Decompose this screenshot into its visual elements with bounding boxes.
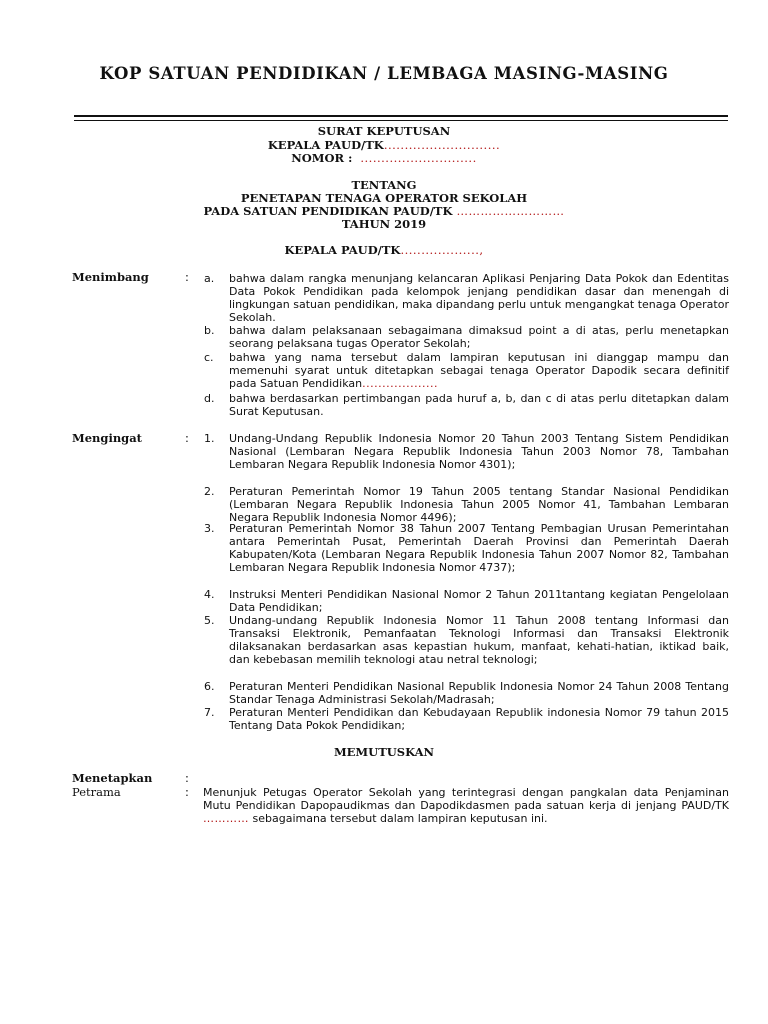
menimbang-item: bahwa dalam pelaksanaan sebagaimana dimaksud point a di atas, perlu menetapkan seorang pelaksana tugas Operator Sekolah; bbox=[229, 324, 729, 350]
doc-type: SURAT KEPUTUSAN bbox=[317, 124, 451, 138]
menimbang-colon: : bbox=[185, 270, 189, 284]
mengingat-marker: 7. bbox=[204, 706, 215, 719]
mengingat-item: Peraturan Pemerintah Nomor 19 Tahun 2005 tentang Standar Nasional Pendidikan (Lembaran Negara Republik Indonesia Tahun 2005 Nomor 41, Tambahan Lembaran Negara Republik Indonesia Nomor 4496); bbox=[229, 485, 729, 524]
about-line-2-text: PADA SATUAN PENDIDIKAN PAUD/TK bbox=[203, 204, 453, 218]
mengingat-colon: : bbox=[185, 431, 189, 445]
letterhead-rule-thick bbox=[74, 115, 728, 117]
signer-dots: ..................., bbox=[400, 243, 484, 257]
letterhead-title: KOP SATUAN PENDIDIKAN / LEMBAGA MASING-MASING bbox=[99, 64, 669, 83]
menimbang-marker: b. bbox=[204, 324, 215, 337]
mengingat-marker: 3. bbox=[204, 522, 215, 535]
pertama-dots: ………… bbox=[203, 812, 249, 825]
mengingat-item: Instruksi Menteri Pendidikan Nasional Nomor 2 Tahun 2011tantang kegiatan Pengelolaan Data Pendidikan; bbox=[229, 588, 729, 614]
menimbang-marker: a. bbox=[204, 272, 215, 285]
letterhead-rule-thin bbox=[74, 120, 728, 121]
pertama-label: Petrama bbox=[72, 785, 121, 799]
menetapkan-label: Menetapkan bbox=[72, 771, 153, 785]
nomor-label: NOMOR : bbox=[291, 151, 353, 165]
about-year: TAHUN 2019 bbox=[341, 217, 427, 231]
about-line-1: PENETAPAN TENAGA OPERATOR SEKOLAH bbox=[240, 191, 528, 205]
pertama-text-end: sebagaimana tersebut dalam lampiran keputusan ini. bbox=[252, 812, 548, 825]
menimbang-item: bahwa dalam rangka menunjang kelancaran Aplikasi Penjaring Data Pokok dan Edentitas Data Pokok Pendidikan pada kelompok jenjang pendidikan dasar dan menengah di lingkungan satuan pendidikan, maka dipandang perlu untuk mengangkat tenaga Operator Sekolah. bbox=[229, 272, 729, 324]
signer-line bbox=[0, 244, 768, 257]
memutuskan-heading: MEMUTUSKAN bbox=[333, 745, 435, 759]
menimbang-item: bahwa berdasarkan pertimbangan pada huruf a, b, dan c di atas perlu ditetapkan dalam Surat Keputusan. bbox=[229, 392, 729, 418]
mengingat-item: Peraturan Menteri Pendidikan Nasional Republik Indonesia Nomor 24 Tahun 2008 Tentang Standar Tenaga Administrasi Sekolah/Madrasah; bbox=[229, 680, 729, 706]
pertama-colon: : bbox=[185, 785, 189, 799]
pertama-text bbox=[203, 786, 729, 825]
mengingat-label: Mengingat bbox=[72, 431, 142, 445]
nomor-dots: ............................ bbox=[360, 151, 477, 165]
menimbang-item-dots: ................... bbox=[362, 377, 439, 390]
menimbang-marker: d. bbox=[204, 392, 215, 405]
menimbang-label: Menimbang bbox=[72, 270, 149, 284]
menetapkan-colon: : bbox=[185, 771, 189, 785]
mengingat-marker: 1. bbox=[204, 432, 215, 445]
kepala-label: KEPALA PAUD/TK bbox=[267, 138, 384, 152]
mengingat-item: Peraturan Pemerintah Nomor 38 Tahun 2007 Tentang Pembagian Urusan Pemerintahan antara Pemerintah Pusat, Pemerintah Daerah Provinsi dan Pemerintah Daerah Kabupaten/Kota (Lembaran Negara Republik Indonesia Tahun 2007 Nomor 82, Tambahan Lembaran Negara Republik Indonesia Nomor 4737); bbox=[229, 522, 729, 574]
mengingat-marker: 4. bbox=[204, 588, 215, 601]
mengingat-marker: 6. bbox=[204, 680, 215, 693]
mengingat-item: Peraturan Menteri Pendidikan dan Kebudayaan Republik indonesia Nomor 79 tahun 2015 Tentang Data Pokok Pendidikan; bbox=[229, 706, 729, 732]
menimbang-item-text: bahwa yang nama tersebut dalam lampiran keputusan ini dianggap mampu dan memenuhi syarat untuk ditetapkan sebagai tenaga Operator Dapodik secara definitif pada Satuan Pendidikan bbox=[229, 351, 729, 390]
mengingat-item: Undang-Undang Republik Indonesia Nomor 20 Tahun 2003 Tentang Sistem Pendidikan Nasional (Lembaran Negara Republik Indonesia Tahun 2003 Nomor 78, Tambahan Lembaran Negara Republik Indonesia Nomor 4301); bbox=[229, 432, 729, 471]
signer-label: KEPALA PAUD/TK bbox=[284, 243, 401, 257]
tentang-heading: TENTANG bbox=[351, 178, 417, 192]
menimbang-marker: c. bbox=[204, 351, 214, 364]
menimbang-item bbox=[229, 351, 729, 390]
mengingat-marker: 5. bbox=[204, 614, 215, 627]
pertama-text-main: Menunjuk Petugas Operator Sekolah yang terintegrasi dengan pangkalan data Penjaminan Mutu Pendidikan Dapopaudikmas dan Dapodikdasmen pada satuan kerja di jenjang PAUD/TK bbox=[203, 786, 729, 812]
mengingat-marker: 2. bbox=[204, 485, 215, 498]
kepala-dots: ............................ bbox=[383, 138, 501, 152]
mengingat-item: Undang-undang Republik Indonesia Nomor 11 Tahun 2008 tentang Informasi dan Transaksi Elektronik, Pemanfaatan Teknologi Informasi dan Transaksi Elektronik dilaksanakan berdasarkan asas kepastian hukum, manfaat, kehati-hatian, iktikad baik, dan kebebasan memilih teknologi atau netral teknologi; bbox=[229, 614, 729, 666]
about-line-2-dots: ……………………… bbox=[456, 204, 565, 218]
nomor-line bbox=[0, 152, 768, 165]
